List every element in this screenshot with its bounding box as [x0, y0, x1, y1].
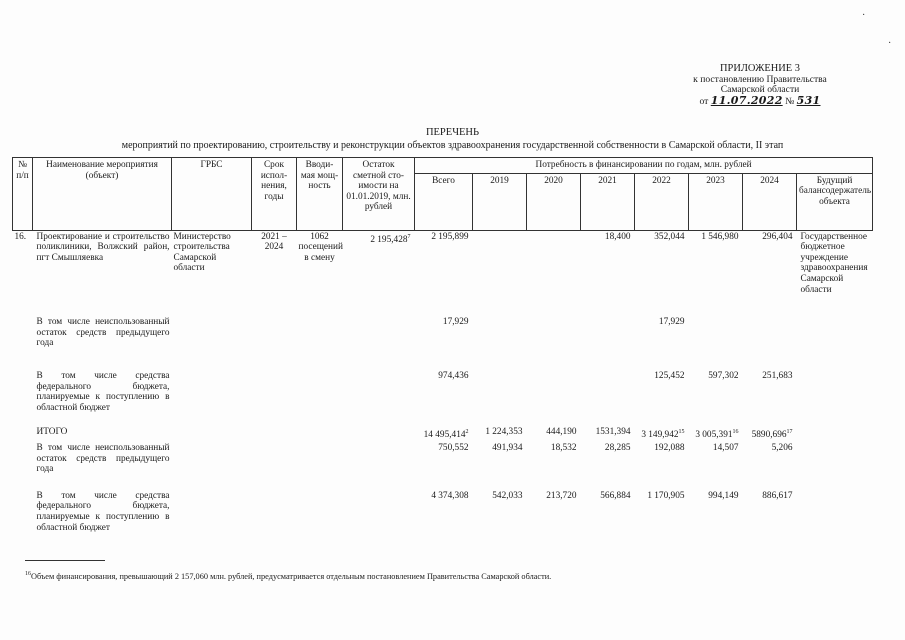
appendix-title: ПРИЛОЖЕНИЕ 3 [720, 63, 800, 74]
cell-2024: 886,617 [762, 490, 793, 501]
cell-2023: 597,302 [708, 370, 739, 381]
header-row [13, 158, 873, 174]
appendix-line: к постановлению Правительства [693, 73, 827, 85]
document-subtitle: мероприятий по проектированию, строительству и реконструкции объектов здравоохранения государственной собственности в Самарской области, II этап [121, 140, 784, 151]
header-year-2022: 2022 [635, 173, 689, 230]
header-year-2024: 2024 [743, 173, 797, 230]
header-year-2020: 2020 [527, 173, 581, 230]
cell-total [415, 426, 473, 442]
row-name: В том числе средства федерального бюджета, планируемые к поступлению в областной бюджет [36, 490, 170, 533]
header-term: Срок испол-нения, годы [252, 158, 297, 231]
cell-2024: 296,404 [762, 231, 793, 242]
row-name: В том числе неиспользованный остаток средств предыдущего года [36, 443, 170, 475]
cell-total: 2 195,899 [431, 231, 469, 242]
cell-2022: 125,452 [654, 370, 685, 381]
financing-table [12, 157, 873, 534]
cell-2020 [527, 230, 581, 296]
header-total: Всего [415, 173, 473, 230]
cell-holder: Государственное бюджетное учреждение здравоохранения Самарской области [800, 231, 868, 295]
header-year-2023: 2023 [689, 173, 743, 230]
row-name: В том числе неиспользованный остаток средств предыдущего года [36, 317, 170, 349]
cell-2022: 1 170,905 [647, 490, 685, 501]
row-term: 2021 – 2024 [261, 231, 287, 253]
header-capacity: Вводи-мая мощ-ность [297, 158, 343, 231]
header-holder: Будущий балансодержатель объекта [797, 173, 873, 230]
remainder-value: 2 195,428 [370, 234, 408, 245]
footnote-divider [25, 560, 105, 561]
cell-2023: 14,507 [712, 443, 739, 453]
value-2022: 3 149,942 [641, 430, 679, 441]
scan-speck: · [862, 10, 866, 21]
row-capacity: 1062 посещений в смену [298, 231, 343, 263]
cell-2021: 566,884 [600, 490, 631, 501]
footnote-text: Объем финансирования, превышающий 2 157,060 млн. рублей, предусматривается отдельным постановлением Правительства Самарской области. [31, 571, 552, 581]
value-2023: 3 005,391 [695, 430, 733, 441]
row-grbs: Министерство строительства Самарской области [173, 231, 231, 274]
cell-total: 750,552 [438, 443, 469, 453]
footnote-ref: 16 [732, 429, 739, 436]
footnote-ref: 15 [678, 429, 685, 436]
table-row [13, 230, 873, 296]
cell-2024: 251,683 [762, 370, 793, 381]
table-row [13, 370, 873, 414]
date-prefix: от [699, 95, 709, 107]
cell-2023 [689, 426, 743, 442]
cell-total: 17,929 [442, 317, 469, 328]
table-row [13, 316, 873, 350]
row-remainder [343, 230, 415, 296]
handwritten-date: 11.07.2022 [710, 93, 783, 107]
cell-2020: 213,720 [546, 490, 577, 501]
footnote-mark: 16 [25, 571, 31, 577]
header-num: № п/п [13, 158, 33, 231]
cell-2019: 542,033 [492, 490, 523, 501]
cell-2021: 1531,394 [595, 427, 631, 438]
header-financing: Потребность в финансировании по годам, млн. рублей [415, 158, 873, 174]
cell-2024: 5,206 [771, 443, 793, 453]
header-grbs: ГРБС [172, 158, 252, 231]
header-name: Наименование мероприятия (объект) [33, 158, 172, 231]
cell-2023: 994,149 [708, 490, 739, 501]
cell-2021: 18,400 [604, 231, 631, 242]
footnote-ref: 7 [407, 233, 411, 240]
handwritten-number: 531 [796, 93, 821, 107]
cell-total: 974,436 [438, 370, 469, 381]
number-prefix: № [785, 95, 795, 107]
document-title: ПЕРЕЧЕНЬ [425, 127, 480, 138]
cell-2022: 192,088 [654, 443, 685, 453]
footnote [25, 571, 551, 581]
cell-2019: 1 224,353 [485, 427, 523, 438]
appendix-date-line [665, 93, 855, 108]
row-name: ИТОГО [36, 427, 68, 438]
cell-2023: 1 546,980 [701, 231, 739, 242]
header-remainder: Остаток сметной сто-имости на 01.01.2019, млн. рублей [343, 158, 415, 231]
footnote-ref: 2 [465, 429, 469, 436]
cell-total: 4 374,308 [431, 490, 469, 501]
row-num: 16. [14, 231, 27, 242]
appendix-line: Самарской области [720, 84, 800, 96]
cell-2022: 352,044 [654, 231, 685, 242]
cell-2020: 444,190 [546, 427, 577, 438]
cell-2019 [473, 230, 527, 296]
table-row [13, 442, 873, 476]
appendix-block [665, 64, 855, 107]
cell-2022 [635, 426, 689, 442]
value-2024: 5890,696 [751, 430, 787, 441]
total-value: 14 495,414 [423, 430, 466, 441]
scan-speck: · [888, 38, 892, 49]
cell-2020: 18,532 [550, 443, 577, 453]
row-name: В том числе средства федерального бюджета, планируемые к поступлению в областной бюджет [36, 370, 170, 413]
table-row [13, 490, 873, 534]
header-year-2021: 2021 [581, 173, 635, 230]
footnote-ref: 17 [786, 429, 793, 436]
cell-2021: 28,285 [604, 443, 631, 453]
cell-2022: 17,929 [658, 317, 685, 328]
header-year-2019: 2019 [473, 173, 527, 230]
table-row [13, 426, 873, 442]
cell-2019: 491,934 [492, 443, 523, 453]
cell-2024 [743, 426, 797, 442]
row-name: Проектирование и строительство поликлиники, Волжский район, пгт Смышляевка [36, 231, 170, 263]
